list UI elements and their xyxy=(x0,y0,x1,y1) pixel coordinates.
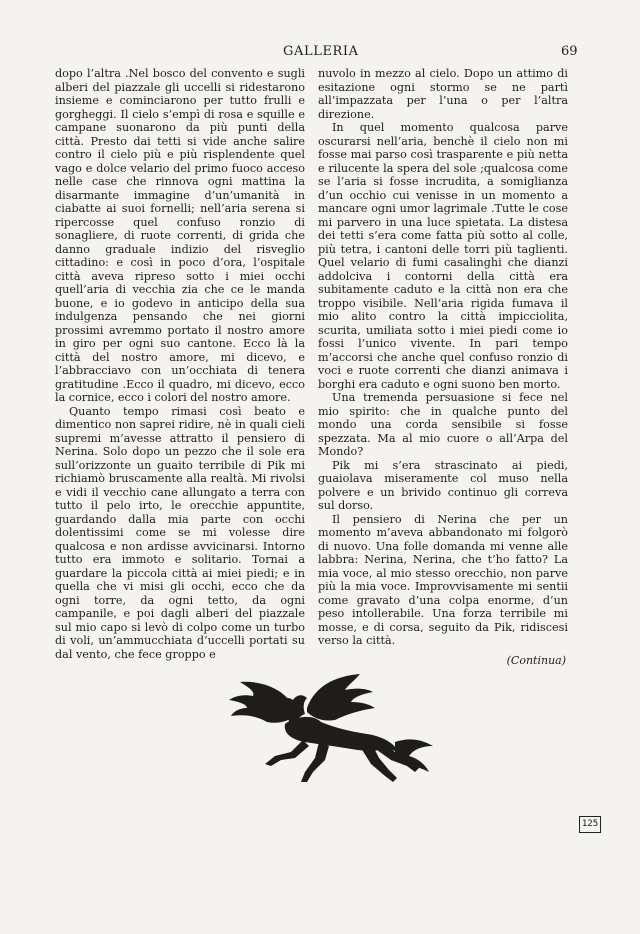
right-column xyxy=(318,67,568,667)
paragraph: Quanto tempo rimasi così beato e dimentico non saprei ridire, nè in quali cieli supremi m’avesse attratto il pensiero di Nerina. Solo dopo un pezzo che il sole era sull’orizzonte un guaito terribile di Pik mi richiamò bruscamente alla realtà. Mi rivolsi e vidi il vecchio cane allungato a terra con tutto il pelo irto, le orecchie appuntite, guardando dalla mia parte con occhi dolentissimi come se mi volesse dire qualcosa e non ardisse avvicinarsi. Intorno tutto era immoto e solitario. Tornai a guardare la piccola città ai miei piedi; e in quella che vi misi gli occhi, ecco che da ogni torre, da ogni tetto, da ogni campanile, e poi dagli alberi del piazzale sul mio capo si levò di colpo come un turbo di voli, un’ammucchiata d’uccelli portati su dal vento, che fece groppo e xyxy=(55,404,305,661)
paragraph: Una tremenda persuasione si fece nel mio spirito: che in qualche punto del mondo una corda sensibile si fosse spezzata. Ma al mio cuore o all’Arpa del Mondo? xyxy=(318,391,568,458)
running-title: GALLERIA xyxy=(283,44,359,59)
paragraph: In quel momento qualcosa parve oscurarsi nell’aria, benchè il cielo non mi fosse mai parso così trasparente e più netta e rilucente la spera del sole ;qualcosa come se l’aria si fosse incrudita, a somiglianza d’un occhio cui venisse in un momento a mancare ogni umor lagrimale .Tutte le cose mi parvero in una luce spietata. La distesa dei tetti s’era come fatta più sotto al colle, più tetra, i cantoni delle torri più taglienti. Quel velario di fumi casalinghi che dianzi addolciva i contorni della città era subitamente caduto e la città non era che troppo visibile. Nell’aria rigida fumava il mio alito contro la città impicciolita, scurita, umiliata sotto i miei piedi come io fossi l’unico vivente. In pari tempo m’accorsi che anche quel confuso ronzio di voci e ruote correnti che dianzi animava i borghi era caduto e ogni suono ben morto. xyxy=(318,121,568,391)
paragraph: Il pensiero di Nerina che per un momento m’aveva abbandonato mi folgorò di nuovo. Una folle domanda mi venne alle labbra: Nerina, Nerina, che t’ho fatto? La mia voce, al mio stesso orecchio, non parve più la mia voce. Improvvisamente mi sentii come gravato d’una colpa enorme, d’un peso intollerabile. Una forza terribile mi mosse, e di corsa, seguito da Pik, ridiscesi verso la città. xyxy=(318,512,568,647)
running-header xyxy=(0,44,640,64)
page-number: 69 xyxy=(561,44,578,59)
left-column xyxy=(55,67,305,661)
paragraph: Pik mi s’era strascinato ai piedi, guaiolava miseramente col muso nella polvere e un brivido continuo gli correva sul dorso. xyxy=(318,458,568,512)
paragraph: nuvolo in mezzo al cielo. Dopo un attimo di esitazione ogni stormo se ne partì all’impazzata per l’una o per l’altra direzione. xyxy=(318,67,568,121)
continuation-note: (Continua) xyxy=(506,653,566,667)
archive-stamp-number: 125 xyxy=(579,816,601,833)
paragraph: dopo l’altra .Nel bosco del convento e sugli alberi del piazzale gli uccelli si ridestarono insieme e cominciarono per tutto frulli e gorgheggi. Il cielo s’empì di rosa e squille e campane suonarono da più punti della città. Presto dai tetti si vide anche salire contro il cielo più e più risplendente quel vago e dolce velario del primo fuoco acceso nelle case che rinnova ogni mattina la disarmante immagine d’un’umanità in ciabatte ai suoi fornelli; nell’aria serena si ripercosse quel confuso ronzio di sonagliere, di ruote correnti, di grida che danno graduale indizio del risveglio cittadino: e così in poco d’ora, l’ospitale città aveva ripreso sotto i miei occhi quell’aria di vecchia zia che ce le manda buone, e io godevo in anticipo della sua indulgenza pensando che nei giorni prossimi avremmo portato il nostro amore in giro per ogni suo cantone. Ecco là la città del nostro amore, mi dicevo, e l’abbracciavo con un’occhiata di tenera gratitudine .Ecco il quadro, mi dicevo, ecco la cornice, ecco i colori del nostro amore. xyxy=(55,67,305,404)
pegasus-illustration xyxy=(195,672,445,790)
